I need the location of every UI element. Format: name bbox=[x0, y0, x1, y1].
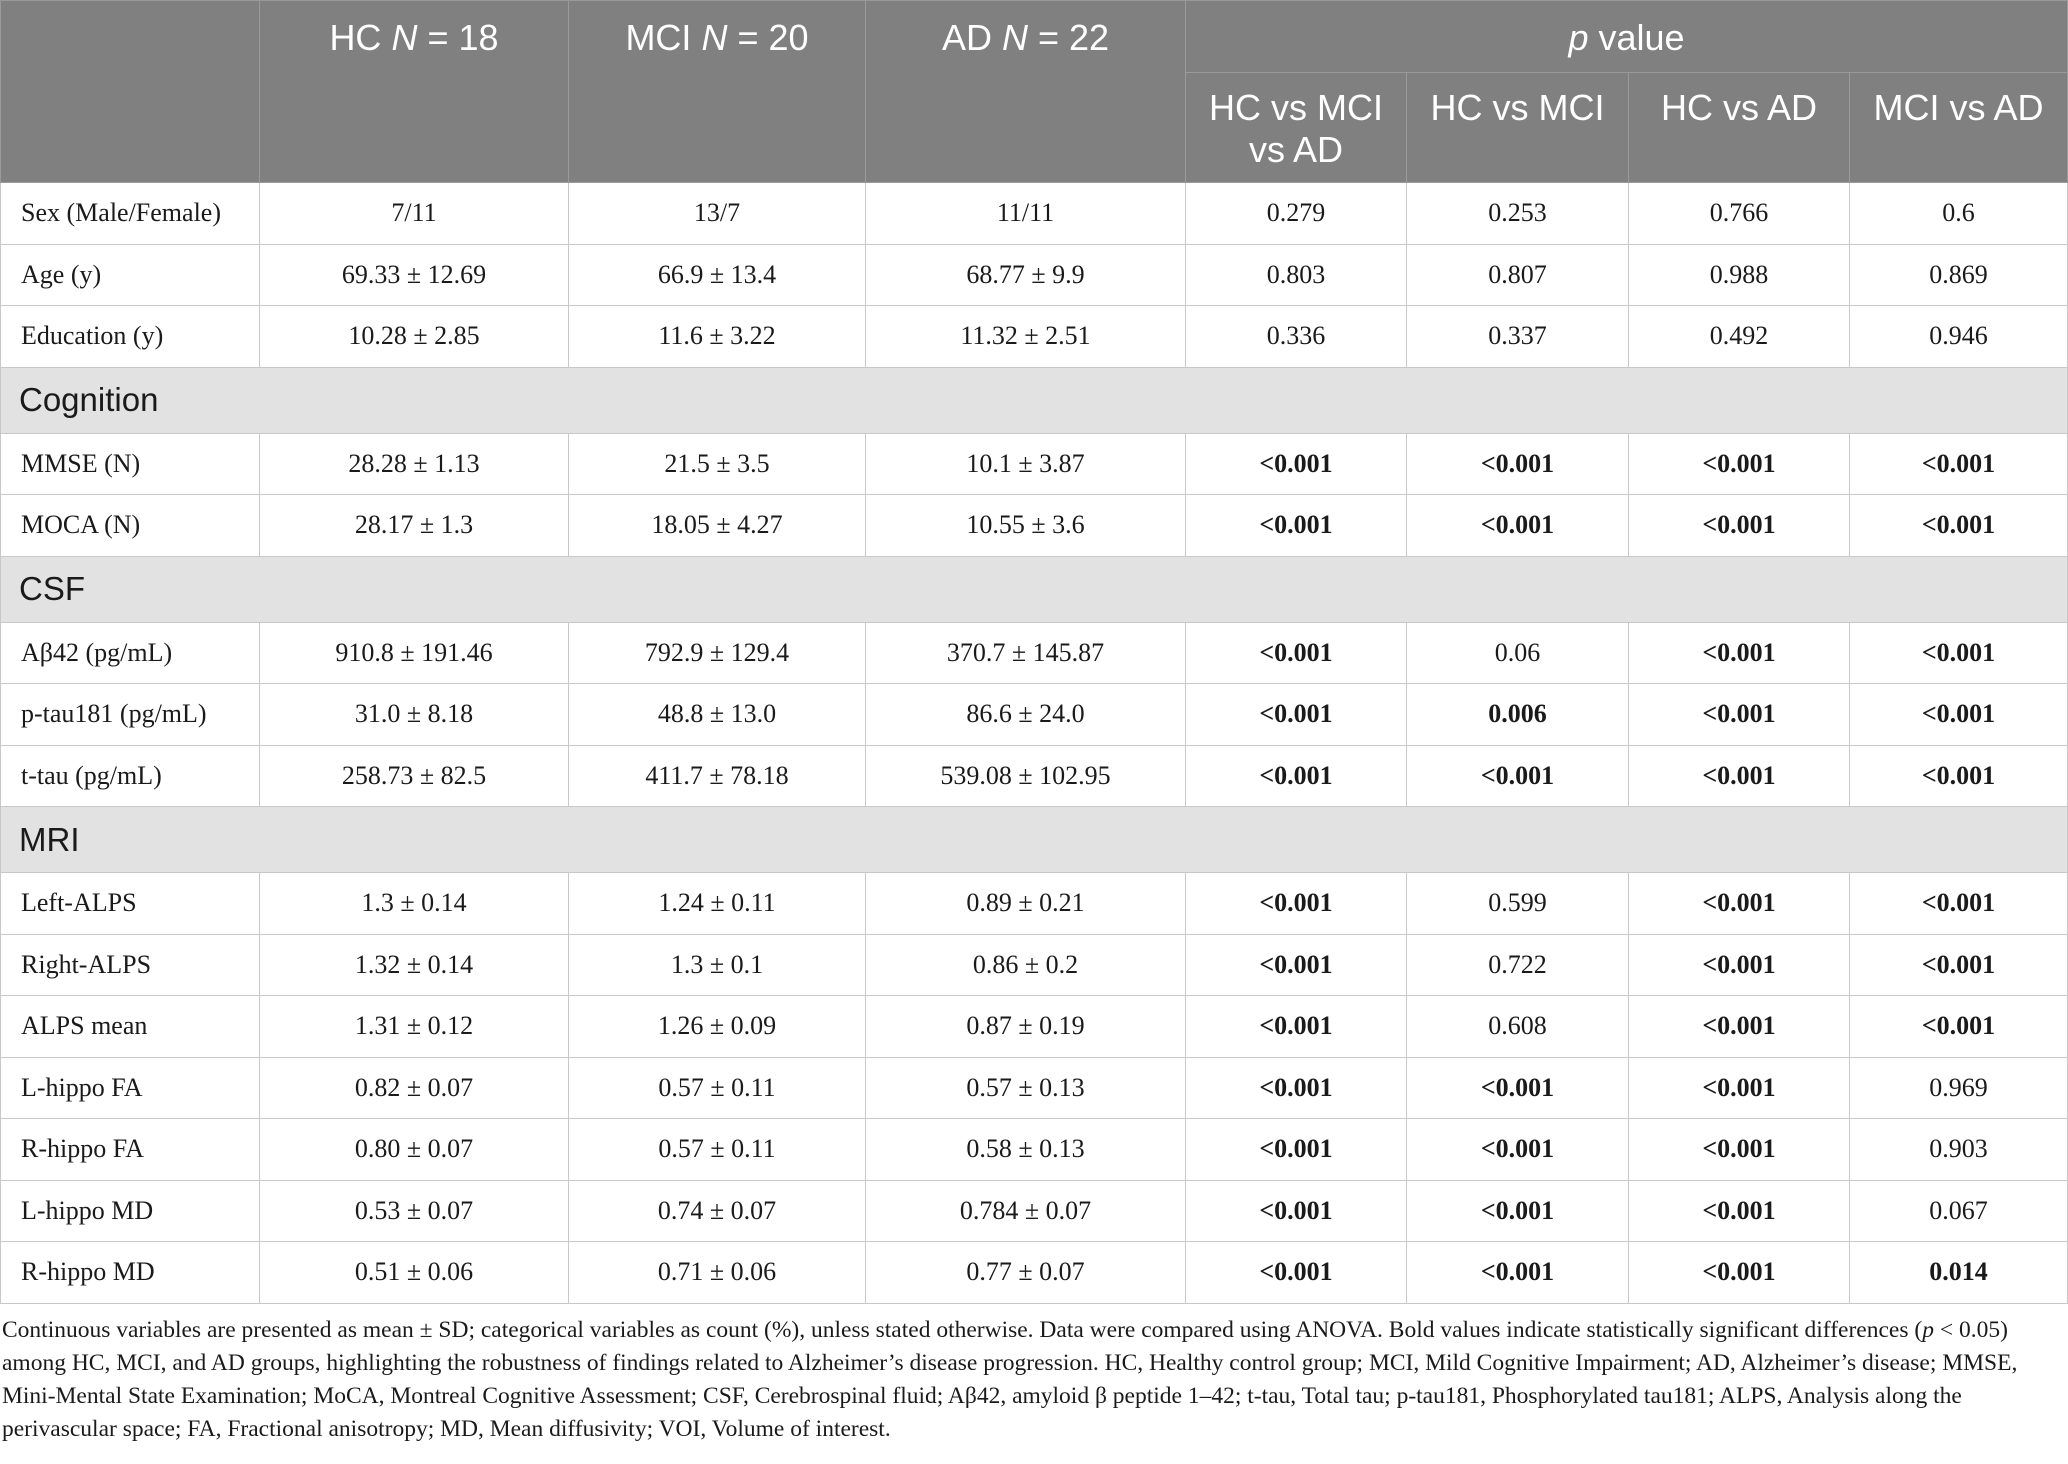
group-value-cell: 0.80 ± 0.07 bbox=[260, 1119, 569, 1181]
p-value-cell: <0.001 bbox=[1186, 433, 1407, 495]
group-value-cell: 411.7 ± 78.18 bbox=[569, 745, 866, 807]
row-label: MOCA (N) bbox=[1, 495, 260, 557]
p-value-cell: <0.001 bbox=[1629, 495, 1850, 557]
group-value-cell: 792.9 ± 129.4 bbox=[569, 622, 866, 684]
row-label: R-hippo MD bbox=[1, 1242, 260, 1304]
group-n-label: N bbox=[701, 17, 728, 58]
group-value-cell: 28.17 ± 1.3 bbox=[260, 495, 569, 557]
group-value-cell: 11.6 ± 3.22 bbox=[569, 306, 866, 368]
row-label: Education (y) bbox=[1, 306, 260, 368]
p-value-cell: <0.001 bbox=[1186, 1119, 1407, 1181]
p-value-cell: <0.001 bbox=[1629, 1119, 1850, 1181]
p-value-cell: <0.001 bbox=[1850, 996, 2068, 1058]
table-row bbox=[1, 183, 2068, 245]
table-row bbox=[1, 873, 2068, 935]
p-value-cell: <0.001 bbox=[1629, 1057, 1850, 1119]
group-value-cell: 0.53 ± 0.07 bbox=[260, 1180, 569, 1242]
p-value-cell: 0.869 bbox=[1850, 244, 2068, 306]
group-value-cell: 18.05 ± 4.27 bbox=[569, 495, 866, 557]
p-value-cell: <0.001 bbox=[1407, 433, 1629, 495]
p-value-cell: <0.001 bbox=[1629, 622, 1850, 684]
p-value-cell: 0.337 bbox=[1407, 306, 1629, 368]
table-row bbox=[1, 622, 2068, 684]
p-value-cell: 0.6 bbox=[1850, 183, 2068, 245]
p-value-cell: <0.001 bbox=[1850, 495, 2068, 557]
group-name: HC bbox=[329, 17, 382, 58]
group-value-cell: 0.77 ± 0.07 bbox=[866, 1242, 1186, 1304]
p-value-cell: 0.988 bbox=[1629, 244, 1850, 306]
p-value-cell: <0.001 bbox=[1629, 934, 1850, 996]
table-row bbox=[1, 684, 2068, 746]
p-value-cell: <0.001 bbox=[1186, 934, 1407, 996]
p-value-cell: <0.001 bbox=[1850, 745, 2068, 807]
group-value-cell: 258.73 ± 82.5 bbox=[260, 745, 569, 807]
group-value-cell: 0.57 ± 0.13 bbox=[866, 1057, 1186, 1119]
pvalue-prefix: p bbox=[1568, 17, 1589, 58]
group-value-cell: 910.8 ± 191.46 bbox=[260, 622, 569, 684]
p-value-cell: <0.001 bbox=[1629, 433, 1850, 495]
group-value-cell: 1.26 ± 0.09 bbox=[569, 996, 866, 1058]
table-row bbox=[1, 433, 2068, 495]
group-value-cell: 86.6 ± 24.0 bbox=[866, 684, 1186, 746]
p-value-cell: <0.001 bbox=[1629, 996, 1850, 1058]
group-value-cell: 69.33 ± 12.69 bbox=[260, 244, 569, 306]
table-row bbox=[1, 1180, 2068, 1242]
group-value-cell: 10.28 ± 2.85 bbox=[260, 306, 569, 368]
p-value-cell: 0.722 bbox=[1407, 934, 1629, 996]
p-value-cell: 0.807 bbox=[1407, 244, 1629, 306]
row-label: Sex (Male/Female) bbox=[1, 183, 260, 245]
group-value-cell: 1.32 ± 0.14 bbox=[260, 934, 569, 996]
table-row bbox=[1, 244, 2068, 306]
group-value-cell: 13/7 bbox=[569, 183, 866, 245]
p-value-cell: <0.001 bbox=[1186, 622, 1407, 684]
p-value-cell: <0.001 bbox=[1629, 1180, 1850, 1242]
group-n-value: = 18 bbox=[427, 17, 499, 58]
p-value-cell: 0.903 bbox=[1850, 1119, 2068, 1181]
p-value-cell: <0.001 bbox=[1186, 873, 1407, 935]
p-value-cell: <0.001 bbox=[1407, 495, 1629, 557]
group-value-cell: 11/11 bbox=[866, 183, 1186, 245]
group-value-cell: 0.71 ± 0.06 bbox=[569, 1242, 866, 1304]
p-value-cell: <0.001 bbox=[1186, 1242, 1407, 1304]
group-value-cell: 10.55 ± 3.6 bbox=[866, 495, 1186, 557]
p-value-cell: 0.766 bbox=[1629, 183, 1850, 245]
pvalue-suffix: value bbox=[1598, 17, 1685, 58]
p-value-cell: 0.336 bbox=[1186, 306, 1407, 368]
table-row bbox=[1, 1242, 2068, 1304]
footnote-text-2: < 0.05) among HC, MCI, and AD groups, highlighting the robustness of findings related to Alzheimer’s disease progression. HC, Healthy control group; MCI, Mild Cognitive Impairment; AD, Alzheimer’s disease; MMSE, Mini-Mental State Examination; MoCA, Montreal Cognitive Assessment; CSF, Cerebrospinal fluid; Aβ42, amyloid β peptide 1–42; t-tau, Total tau; p-tau181, Phosphorylated tau181; ALPS, Analysis along the perivascular space; FA, Fractional anisotropy; MD, Mean diffusivity; VOI, Volume of interest. bbox=[2, 1316, 2018, 1442]
p-value-cell: <0.001 bbox=[1407, 745, 1629, 807]
row-label: Age (y) bbox=[1, 244, 260, 306]
row-label: R-hippo FA bbox=[1, 1119, 260, 1181]
section-title: CSF bbox=[1, 556, 2068, 622]
row-label: Aβ42 (pg/mL) bbox=[1, 622, 260, 684]
p-value-cell: <0.001 bbox=[1186, 1057, 1407, 1119]
group-value-cell: 7/11 bbox=[260, 183, 569, 245]
p-value-cell: <0.001 bbox=[1407, 1180, 1629, 1242]
header-corner bbox=[1, 1, 260, 183]
group-value-cell: 1.3 ± 0.14 bbox=[260, 873, 569, 935]
group-value-cell: 0.89 ± 0.21 bbox=[866, 873, 1186, 935]
group-value-cell: 370.7 ± 145.87 bbox=[866, 622, 1186, 684]
p-value-cell: 0.279 bbox=[1186, 183, 1407, 245]
section-row bbox=[1, 556, 2068, 622]
group-value-cell: 1.31 ± 0.12 bbox=[260, 996, 569, 1058]
section-title: Cognition bbox=[1, 367, 2068, 433]
p-value-cell: 0.06 bbox=[1407, 622, 1629, 684]
group-value-cell: 0.86 ± 0.2 bbox=[866, 934, 1186, 996]
group-value-cell: 21.5 ± 3.5 bbox=[569, 433, 866, 495]
group-value-cell: 31.0 ± 8.18 bbox=[260, 684, 569, 746]
p-value-cell: <0.001 bbox=[1850, 873, 2068, 935]
p-value-cell: <0.001 bbox=[1407, 1119, 1629, 1181]
group-n-label: N bbox=[1001, 17, 1028, 58]
p-value-cell: <0.001 bbox=[1186, 745, 1407, 807]
p-value-cell: 0.014 bbox=[1850, 1242, 2068, 1304]
p-value-cell: 0.599 bbox=[1407, 873, 1629, 935]
p-value-cell: <0.001 bbox=[1186, 495, 1407, 557]
p-value-cell: 0.253 bbox=[1407, 183, 1629, 245]
p-value-cell: 0.803 bbox=[1186, 244, 1407, 306]
p-value-cell: <0.001 bbox=[1850, 622, 2068, 684]
group-value-cell: 1.24 ± 0.11 bbox=[569, 873, 866, 935]
header-group-hc bbox=[260, 1, 569, 183]
header-group-mci bbox=[569, 1, 866, 183]
group-value-cell: 68.77 ± 9.9 bbox=[866, 244, 1186, 306]
group-value-cell: 539.08 ± 102.95 bbox=[866, 745, 1186, 807]
group-n-value: = 20 bbox=[737, 17, 809, 58]
row-label: Left-ALPS bbox=[1, 873, 260, 935]
table-row bbox=[1, 306, 2068, 368]
group-value-cell: 66.9 ± 13.4 bbox=[569, 244, 866, 306]
group-value-cell: 1.3 ± 0.1 bbox=[569, 934, 866, 996]
p-value-cell: 0.608 bbox=[1407, 996, 1629, 1058]
group-name: AD bbox=[941, 17, 992, 58]
table-body bbox=[1, 183, 2068, 1304]
group-value-cell: 0.58 ± 0.13 bbox=[866, 1119, 1186, 1181]
group-value-cell: 0.87 ± 0.19 bbox=[866, 996, 1186, 1058]
header-comparison: HC vs MCI vs AD bbox=[1186, 73, 1407, 183]
group-value-cell: 0.784 ± 0.07 bbox=[866, 1180, 1186, 1242]
p-value-cell: 0.067 bbox=[1850, 1180, 2068, 1242]
group-n-label: N bbox=[391, 17, 418, 58]
group-value-cell: 0.74 ± 0.07 bbox=[569, 1180, 866, 1242]
group-value-cell: 0.82 ± 0.07 bbox=[260, 1057, 569, 1119]
section-row bbox=[1, 367, 2068, 433]
table-row bbox=[1, 495, 2068, 557]
p-value-cell: 0.969 bbox=[1850, 1057, 2068, 1119]
table-row bbox=[1, 1119, 2068, 1181]
header-comparison: HC vs AD bbox=[1629, 73, 1850, 183]
header-group-ad bbox=[866, 1, 1186, 183]
p-value-cell: <0.001 bbox=[1407, 1057, 1629, 1119]
p-value-cell: 0.006 bbox=[1407, 684, 1629, 746]
row-label: L-hippo MD bbox=[1, 1180, 260, 1242]
group-name: MCI bbox=[625, 17, 692, 58]
row-label: L-hippo FA bbox=[1, 1057, 260, 1119]
table-header bbox=[1, 1, 2068, 183]
table-row bbox=[1, 745, 2068, 807]
p-value-cell: <0.001 bbox=[1629, 745, 1850, 807]
p-value-cell: <0.001 bbox=[1850, 934, 2068, 996]
row-label: ALPS mean bbox=[1, 996, 260, 1058]
row-label: Right-ALPS bbox=[1, 934, 260, 996]
p-value-cell: <0.001 bbox=[1629, 684, 1850, 746]
p-value-cell: 0.492 bbox=[1629, 306, 1850, 368]
group-value-cell: 0.57 ± 0.11 bbox=[569, 1057, 866, 1119]
row-label: t-tau (pg/mL) bbox=[1, 745, 260, 807]
section-row bbox=[1, 807, 2068, 873]
footnote-text-1: Continuous variables are presented as mean ± SD; categorical variables as count (%), unless stated otherwise. Data were compared using ANOVA. Bold values indicate statistically significant differences ( bbox=[2, 1316, 1923, 1343]
p-value-cell: <0.001 bbox=[1186, 1180, 1407, 1242]
header-comparison: MCI vs AD bbox=[1850, 73, 2068, 183]
group-value-cell: 48.8 ± 13.0 bbox=[569, 684, 866, 746]
p-value-cell: <0.001 bbox=[1629, 1242, 1850, 1304]
p-value-cell: <0.001 bbox=[1186, 996, 1407, 1058]
p-value-cell: <0.001 bbox=[1850, 433, 2068, 495]
p-value-cell: <0.001 bbox=[1629, 873, 1850, 935]
group-value-cell: 10.1 ± 3.87 bbox=[866, 433, 1186, 495]
table-footnote bbox=[0, 1304, 2060, 1446]
footnote-italic-p: p bbox=[1922, 1316, 1934, 1343]
section-title: MRI bbox=[1, 807, 2068, 873]
group-value-cell: 28.28 ± 1.13 bbox=[260, 433, 569, 495]
row-label: p-tau181 (pg/mL) bbox=[1, 684, 260, 746]
header-pvalue bbox=[1186, 1, 2068, 73]
table-row bbox=[1, 996, 2068, 1058]
table-row bbox=[1, 1057, 2068, 1119]
p-value-cell: <0.001 bbox=[1407, 1242, 1629, 1304]
p-value-cell: <0.001 bbox=[1186, 684, 1407, 746]
row-label: MMSE (N) bbox=[1, 433, 260, 495]
p-value-cell: <0.001 bbox=[1850, 684, 2068, 746]
group-value-cell: 0.51 ± 0.06 bbox=[260, 1242, 569, 1304]
p-value-cell: 0.946 bbox=[1850, 306, 2068, 368]
header-comparison: HC vs MCI bbox=[1407, 73, 1629, 183]
table-row bbox=[1, 934, 2068, 996]
group-value-cell: 0.57 ± 0.11 bbox=[569, 1119, 866, 1181]
group-n-value: = 22 bbox=[1037, 17, 1110, 58]
group-value-cell: 11.32 ± 2.51 bbox=[866, 306, 1186, 368]
